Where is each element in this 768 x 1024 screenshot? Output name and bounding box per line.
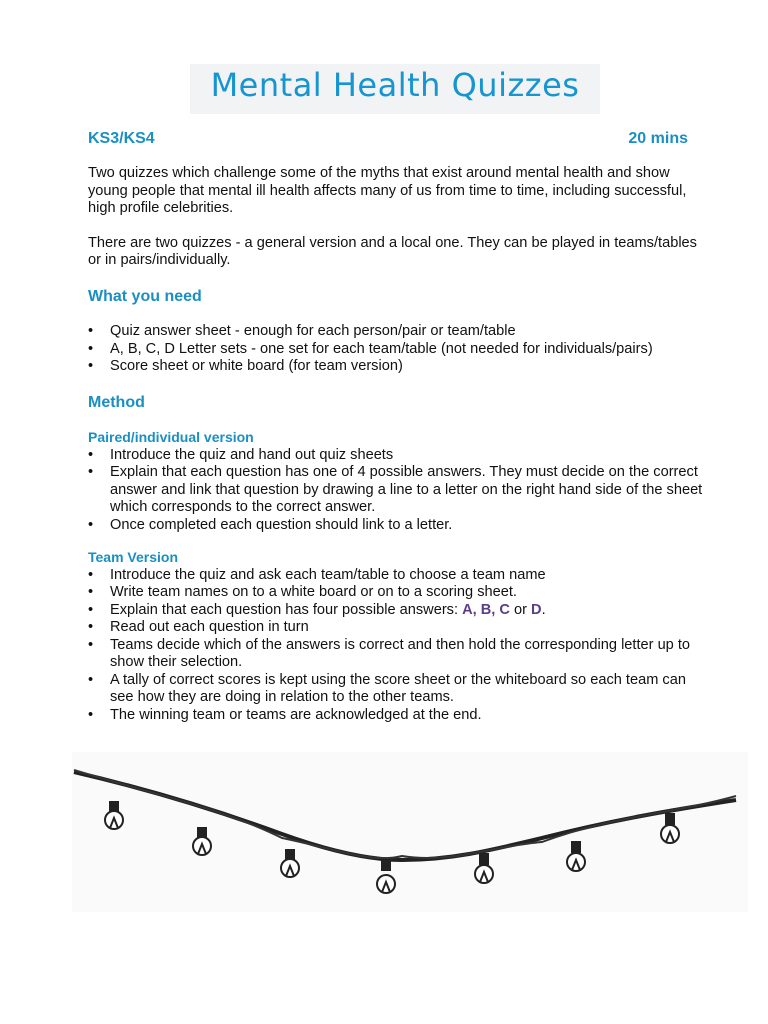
or-text: or xyxy=(509,601,532,618)
team-version-list xyxy=(88,567,708,725)
list-item: • Score sheet or white board (for team version) xyxy=(88,358,708,376)
intro-paragraph-1: Two quizzes which challenge some of the myths that exist around mental health and show young people that mental ill health affects many of us from time to time, including successful, high profile celebrities. xyxy=(88,165,687,216)
page-title: Mental Health Quizzes xyxy=(210,66,580,104)
paired-version-list xyxy=(88,447,708,535)
list-item: • A, B, C, D Letter sets - one set for each team/table (not needed for individuals/pairs) xyxy=(88,341,708,359)
list-item: • Introduce the quiz and ask each team/table to choose a team name xyxy=(88,567,708,585)
team-version-heading: Team Version xyxy=(88,549,179,565)
list-item: • Explain that each question has one of 4 possible answers. They must decide on the correct answer and link that question by drawing a line to a letter on the right hand side of the sheet which corresponds to the correct answer. xyxy=(88,464,708,517)
what-you-need-list xyxy=(88,323,708,376)
what-you-need-heading: What you need xyxy=(88,287,202,305)
list-item: • Once completed each question should link to a letter. xyxy=(88,517,708,535)
duration-label: 20 mins xyxy=(628,130,688,147)
paired-version-heading: Paired/individual version xyxy=(88,429,254,445)
explain-end: . xyxy=(541,601,546,618)
list-item: • Read out each question in turn xyxy=(88,619,708,637)
list-item: • Write team names on to a white board or on to a scoring sheet. xyxy=(88,584,708,602)
document-body xyxy=(88,165,708,724)
explain-text: Explain that each question has four possible answers: xyxy=(110,601,463,618)
list-item: • A tally of correct scores is kept using the score sheet or the whiteboard so each team can see how they are doing in relation to the other teams. xyxy=(88,672,708,707)
list-item xyxy=(88,602,708,620)
key-stage-label: KS3/KS4 xyxy=(88,130,155,147)
list-item: • Teams decide which of the answers is correct and then hold the corresponding letter up to show their selection. xyxy=(88,637,708,672)
list-item: • Introduce the quiz and hand out quiz sheets xyxy=(88,447,708,465)
method-heading: Method xyxy=(88,393,145,411)
answer-letters-abc: A, B, C xyxy=(462,601,510,618)
list-item: • Quiz answer sheet - enough for each person/pair or team/table xyxy=(88,323,708,341)
list-item: • The winning team or teams are acknowledged at the end. xyxy=(88,707,708,725)
answer-letter-d: D xyxy=(531,601,542,618)
intro-paragraph-2: There are two quizzes - a general version and a local one. They can be played in teams/tables or in pairs/individually. xyxy=(88,234,697,268)
light-bulb-garland-illustration xyxy=(72,752,748,912)
meta-row xyxy=(88,130,688,152)
